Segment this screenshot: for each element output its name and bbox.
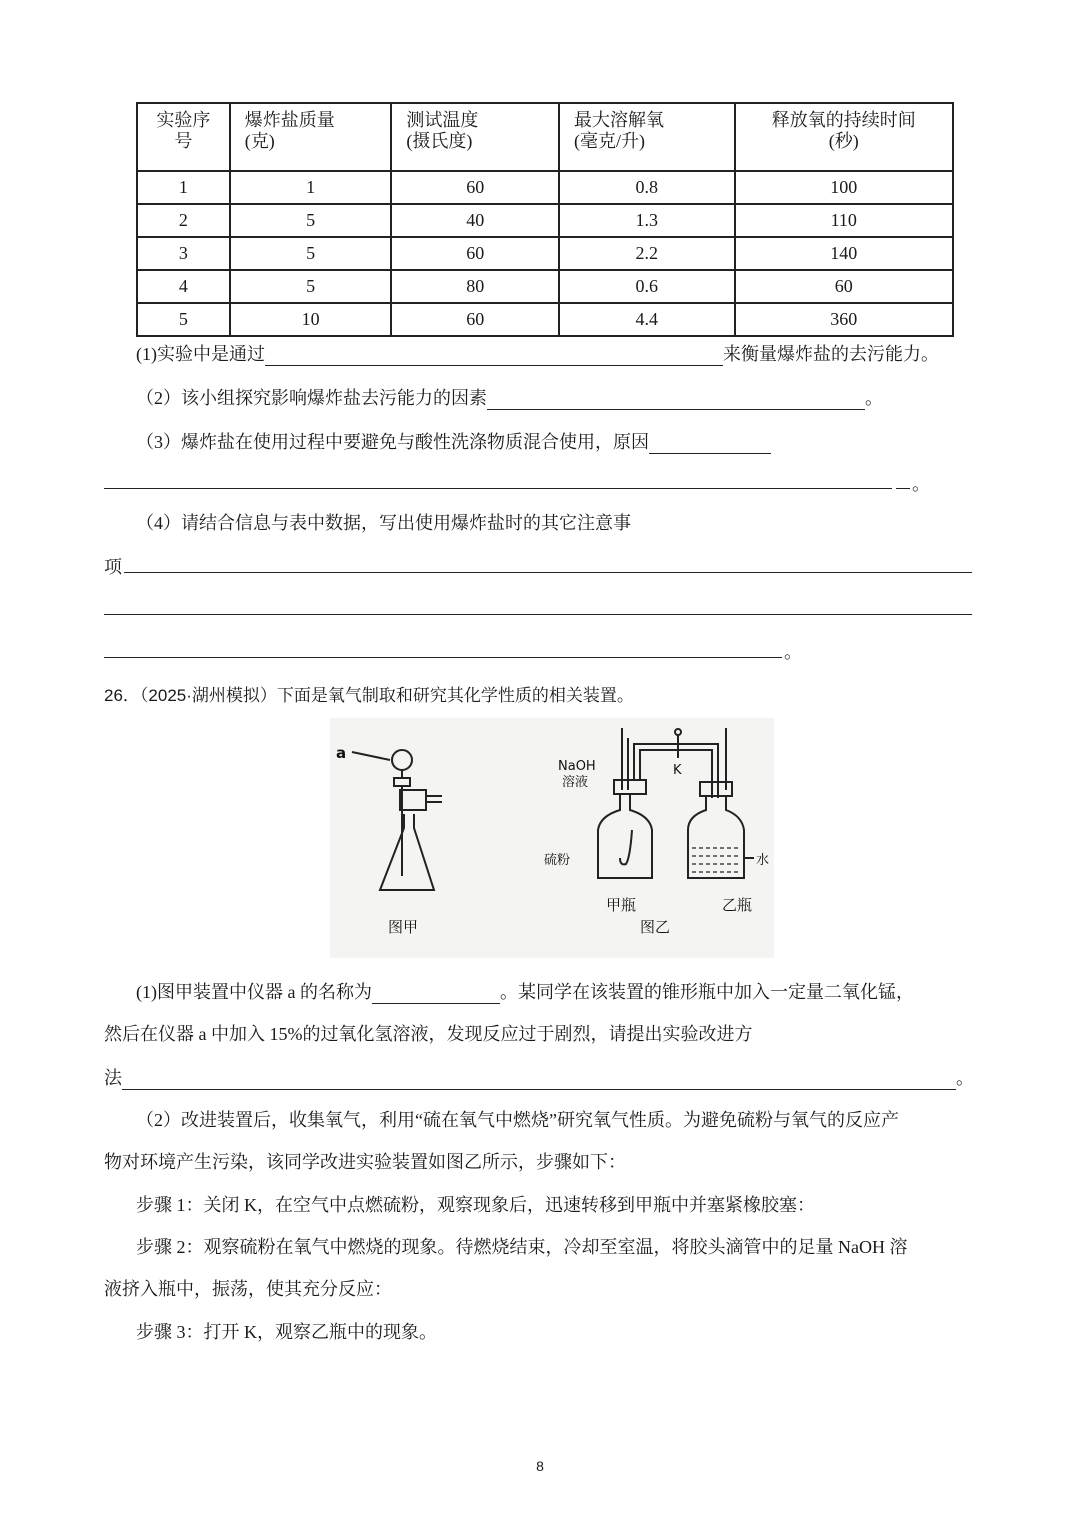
q26-part1-line3: 法 。 [104,1068,974,1088]
table-cell: 10 [230,303,392,336]
funnel-bulb [392,750,412,770]
label-water: 水 [756,853,770,868]
answer-line[interactable] [104,614,972,615]
table-row [137,171,953,204]
apparatus-figure [330,718,774,958]
table-cell: 5 [230,237,392,270]
label-solution: 溶液 [562,775,589,790]
answer-line[interactable] [104,657,782,658]
label-jia-bottle: 甲瓶 [606,896,637,914]
answer-line[interactable] [896,488,910,489]
table-header-row [137,103,953,171]
header-trial-no: 实验序 号 [137,103,230,171]
clamp-k [675,729,681,735]
period: 。 [912,474,930,494]
table-cell: 2 [137,204,230,237]
label-naoh: NaOH [558,759,596,774]
bottle-jia [598,794,652,878]
experiment-table [136,102,954,337]
table-cell: 5 [230,270,392,303]
table-cell: 60 [391,171,559,204]
table-cell: 5 [230,204,392,237]
label-a: a [336,744,347,762]
q25-part1: (1)实验中是通过 来衡量爆炸盐的去污能力。 [136,344,939,364]
caption-jia: 图甲 [388,918,419,936]
question-26-title: 26．（2025·湖州模拟）下面是氧气制取和研究其化学性质的相关装置。 [104,686,634,705]
answer-blank[interactable] [649,433,771,454]
header-temperature: 测试温度 (摄氏度) [391,103,559,171]
apparatus-diagram [330,718,774,958]
table-cell: 100 [735,171,953,204]
answer-blank[interactable] [122,1069,956,1090]
table-cell: 1 [137,171,230,204]
sulfur-spoon [620,830,632,864]
flask-stopper [400,790,426,810]
table-cell: 2.2 [559,237,735,270]
step-3: 步骤 3：打开 K，观察乙瓶中的现象。 [136,1322,437,1342]
answer-blank[interactable] [265,345,723,366]
label-k: K [673,763,682,778]
bottle-yi [688,796,744,878]
table-cell: 360 [735,303,953,336]
answer-blank[interactable] [487,389,865,410]
q26-part2-line1: （2）改进装置后，收集氧气，利用“硫在氧气中燃烧”研究氧气性质。为避免硫粉与氧气的反应产 [136,1110,899,1130]
answer-line[interactable] [124,572,972,573]
table-cell: 60 [735,270,953,303]
table-cell: 140 [735,237,953,270]
table-cell: 60 [391,237,559,270]
table-cell: 0.8 [559,171,735,204]
q25-part2: （2）该小组探究影响爆炸盐去污能力的因素 。 [136,388,883,408]
table-row [137,303,953,336]
q26-part1-line2: 然后在仪器 a 中加入 15%的过氧化氢溶液，发现反应过于剧烈，请提出实验改进方 [104,1024,753,1044]
caption-yi: 图乙 [640,918,671,936]
answer-blank[interactable] [372,983,500,1004]
q25-part3: （3）爆炸盐在使用过程中要避免与酸性洗涤物质混合使用，原因 [136,428,771,454]
table-cell: 40 [391,204,559,237]
table-row [137,237,953,270]
q26-part2-line2: 物对环境产生污染，该同学改进实验装置如图乙所示，步骤如下： [104,1152,626,1172]
q25-part4: （4）请结合信息与表中数据，写出使用爆炸盐时的其它注意事 [136,513,631,533]
funnel-stopcock [394,778,410,786]
label-yi-bottle: 乙瓶 [722,896,753,914]
table-cell: 4.4 [559,303,735,336]
step-2-line1: 步骤 2：观察硫粉在氧气中燃烧的现象。待燃烧结束，冷却至室温，将胶头滴管中的足量 NaOH 溶 [136,1237,908,1257]
table-cell: 3 [137,237,230,270]
q25-part4-continuation: 项 [104,557,122,577]
table-cell: 1.3 [559,204,735,237]
table-row [137,270,953,303]
bottle-jia-stopper [614,780,646,794]
header-max-oxygen: 最大溶解氧 (毫克/升) [559,103,735,171]
answer-line[interactable] [104,488,892,489]
header-duration: 释放氧的持续时间 (秒) [735,103,953,171]
q26-part1: (1)图甲装置中仪器 a 的名称为 。某同学在该装置的锥形瓶中加入一定量二氧化锰， [136,982,914,1002]
table-cell: 60 [391,303,559,336]
page-number: 8 [536,1458,544,1474]
water-level [692,848,740,872]
step-2-line2: 液挤入瓶中，振荡，使其充分反应： [104,1279,392,1299]
table-cell: 80 [391,270,559,303]
header-mass: 爆炸盐质量 (克) [230,103,392,171]
step-1: 步骤 1：关闭 K，在空气中点燃硫粉，观察现象后，迅速转移到甲瓶中并塞紧橡胶塞： [136,1195,815,1215]
label-sulfur: 硫粉 [544,853,571,868]
table-cell: 0.6 [559,270,735,303]
bottle-yi-stopper [700,782,732,796]
table-cell: 5 [137,303,230,336]
period: 。 [784,642,802,662]
conical-flask [380,814,434,890]
table-cell: 1 [230,171,392,204]
table-cell: 110 [735,204,953,237]
table-row [137,204,953,237]
table-cell: 4 [137,270,230,303]
label-a-pointer-line [352,752,390,760]
